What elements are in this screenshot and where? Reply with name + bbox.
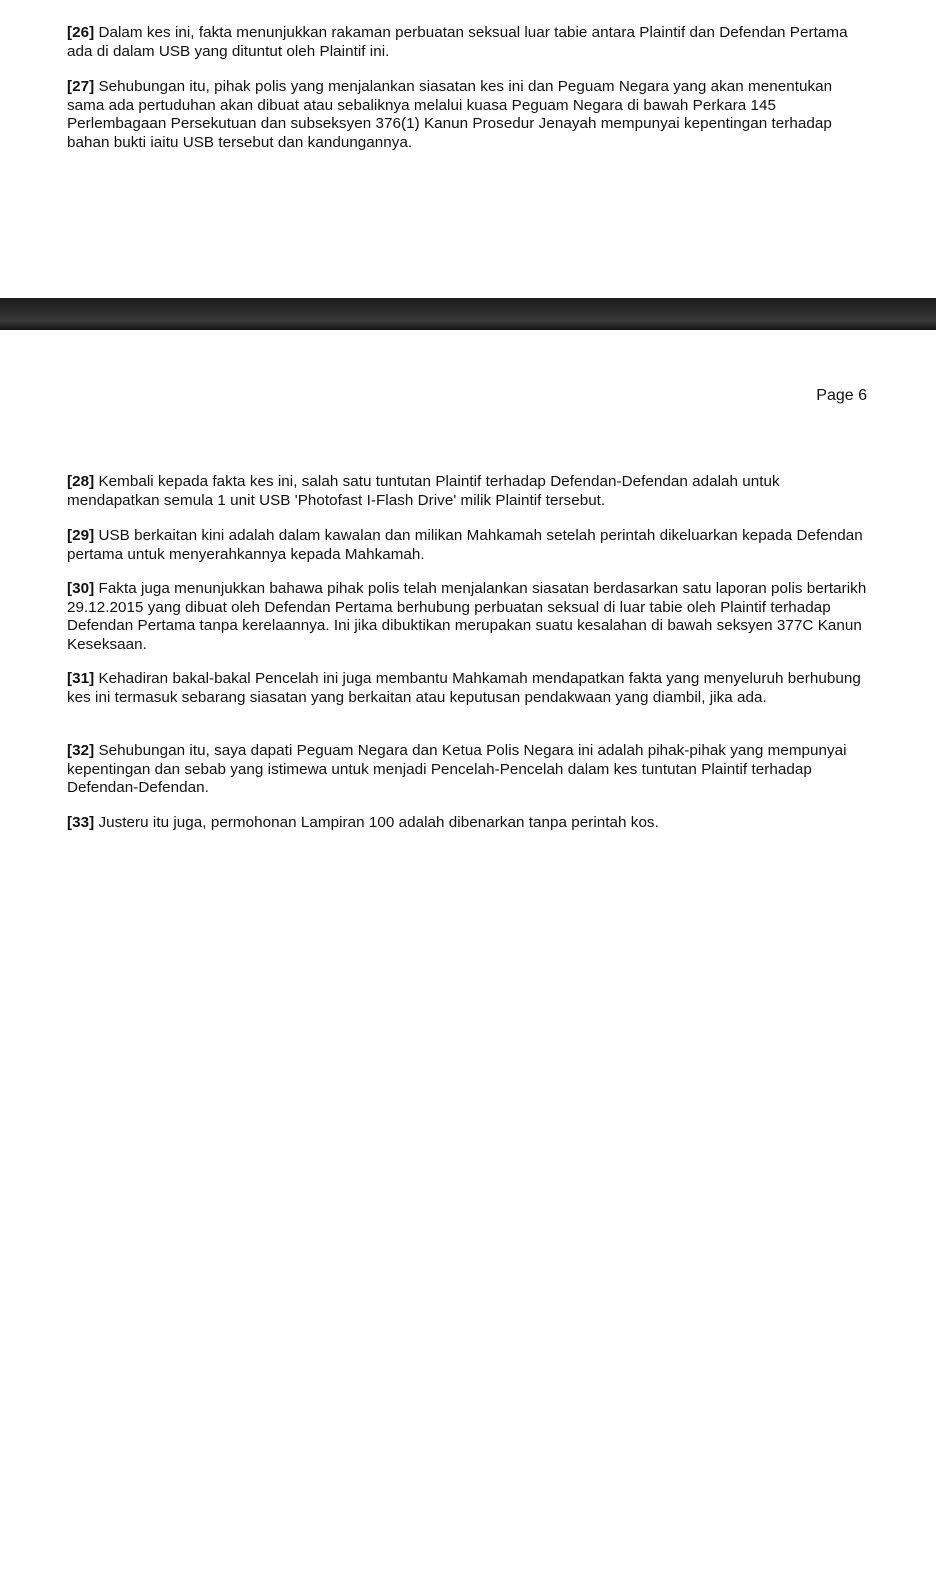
paragraph-number: [31] [67, 670, 95, 687]
paragraph-number: [29] [67, 527, 95, 544]
paragraph-number: [26] [67, 24, 95, 41]
paragraph-29 [67, 527, 867, 564]
paragraph-30 [67, 580, 867, 654]
page-number: Page 6 [816, 387, 867, 404]
paragraph-number: [28] [67, 473, 95, 490]
paragraph-text: Dalam kes ini, fakta menunjukkan rakaman perbuatan seksual luar tabie antara Plaintif dan Defendan Pertama ada di dalam USB yang dituntut oleh Plaintif ini. [67, 24, 848, 60]
paragraph-26 [67, 24, 867, 61]
paragraph-31 [67, 670, 867, 707]
paragraph-number: [27] [67, 78, 95, 95]
previous-page-fragment [0, 0, 936, 298]
paragraph-text: Fakta juga menunjukkan bahawa pihak polis telah menjalankan siasatan berdasarkan satu laporan polis bertarikh 29.12.2015 yang dibuat oleh Defendan Pertama berhubung perbuatan seksual di luar tabie oleh Plaintif terhadap Defendan Pertama tanpa kerelaannya. Ini jika dibuktikan merupakan suatu kesalahan di bawah seksyen 377C Kanun Keseksaan. [67, 580, 867, 653]
paragraph-text: Sehubungan itu, saya dapati Peguam Negara dan Ketua Polis Negara ini adalah pihak-pihak yang mempunyai kepentingan dan sebab yang istimewa untuk menjadi Pencelah-Pencelah dalam kes tuntutan Plaintif terhadap Defendan-Defendan. [67, 742, 847, 797]
paragraph-28 [67, 473, 867, 510]
paragraph-text: Kembali kepada fakta kes ini, salah satu tuntutan Plaintif terhadap Defendan-Defendan adalah untuk mendapatkan semula 1 unit USB 'Photofast I-Flash Drive' milik Plaintif tersebut. [67, 473, 780, 509]
page-6 [0, 330, 936, 1582]
paragraph-text: Justeru itu juga, permohonan Lampiran 100 adalah dibenarkan tanpa perintah kos. [94, 814, 659, 831]
paragraph-text: USB berkaitan kini adalah dalam kawalan dan milikan Mahkamah setelah perintah dikeluarkan kepada Defendan pertama untuk menyerahkannya kepada Mahkamah. [67, 527, 863, 563]
paragraph-text: Kehadiran bakal-bakal Pencelah ini juga membantu Mahkamah mendapatkan fakta yang menyeluruh berhubung kes ini termasuk sebarang siasatan yang berkaitan atau keputusan pendakwaan yang diambil, jika ada. [67, 670, 861, 706]
paragraph-number: [33] [67, 814, 95, 831]
page-separator-bar [0, 298, 936, 330]
paragraph-32 [67, 742, 867, 798]
paragraph-27 [67, 78, 867, 152]
paragraph-number: [30] [67, 580, 95, 597]
paragraph-text: Sehubungan itu, pihak polis yang menjalankan siasatan kes ini dan Peguam Negara yang akan menentukan sama ada pertuduhan akan dibuat atau sebaliknya melalui kuasa Peguam Negara di bawah Perkara 145 Perlembagaan Persekutuan dan subseksyen 376(1) Kanun Prosedur Jenayah mempunyai kepentingan terhadap bahan bukti iaitu USB tersebut dan kandungannya. [67, 78, 833, 151]
paragraph-number: [32] [67, 742, 95, 759]
paragraph-33 [67, 814, 867, 833]
